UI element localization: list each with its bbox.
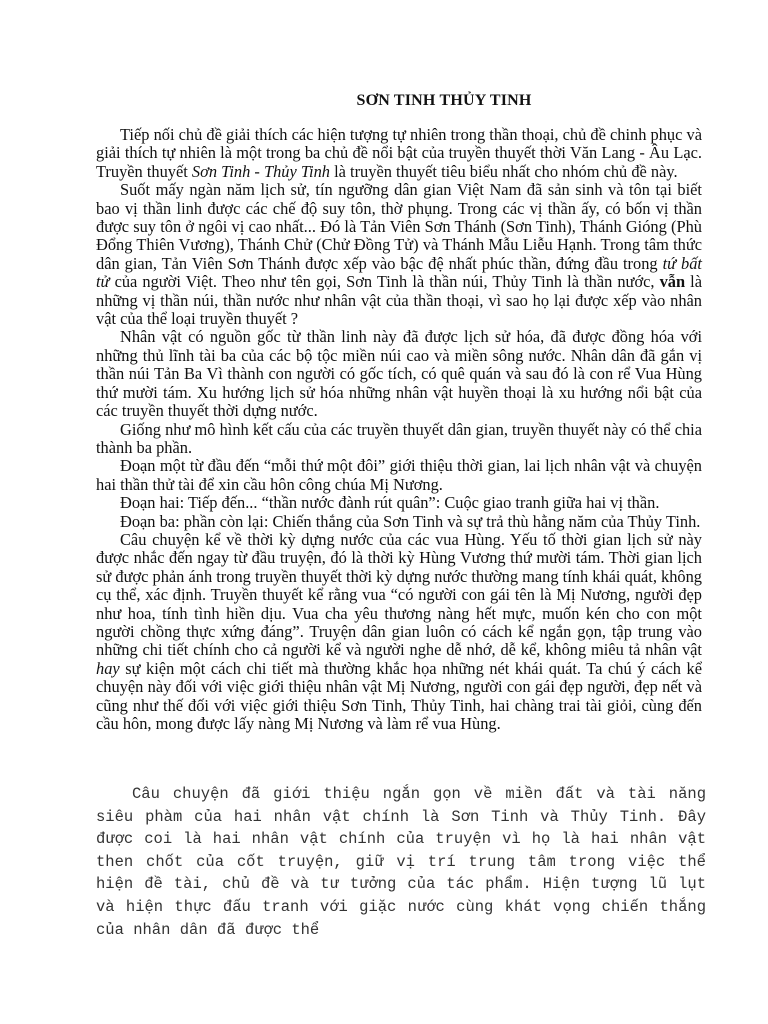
text-run: Nhân vật có nguồn gốc từ thần linh này đã được lịch sử hóa, đã được đồng hóa với những thủ lĩnh tài ba của các bộ tộc miền núi cao và miền sông nước. Nhân dân đã gắn vị thần núi Tản Ba Vì thành con người có gốc tích, có quê quán và sau đó là con rể Vua Hùng thứ mười tám. Xu hướng lịch sử hóa những nhân vật huyền thoại là xu hướng nổi bật của các truyền thuyết thời dựng nước. (96, 327, 702, 421)
paragraph (96, 457, 702, 494)
document-body-monospace (96, 783, 706, 941)
italic-text: tứ bất tử (96, 253, 702, 292)
document-title: SƠN TINH THỦY TINH (356, 92, 532, 109)
paragraph (96, 531, 702, 733)
text-run: của người Việt. Theo như tên gọi, Sơn Tinh là thần núi, Thủy Tinh là thần nước, (109, 272, 660, 292)
paragraph: Câu chuyện đã giới thiệu ngắn gọn về miền đất và tài năng siêu phàm của hai nhân vật chính là Sơn Tinh và Thủy Tinh. Đây được coi là hai nhân vật chính của truyện vì họ là hai nhân vật then chốt của cốt truyện, giữ vị trí trung tâm trong việc thể hiện đề tài, chủ đề và tư tưởng của tác phẩm. Hiện tượng lũ lụt và hiện thực đấu tranh với giặc nước cùng khát vọng chiến thắng của nhân dân đã được thể (96, 785, 706, 939)
text-run: Tiếp nối chủ đề giải thích các hiện tượng tự nhiên trong thần thoại, chủ đề chinh phục và giải thích tự nhiên là một trong ba chủ đề nổi bật của truyền thuyết thời Văn Lang - Âu Lạc. Truyền thuyết (96, 125, 702, 181)
text-run: là truyền thuyết tiêu biểu nhất cho nhóm chủ đề này. (330, 161, 678, 181)
text-run: Giống như mô hình kết cấu của các truyền thuyết dân gian, truyền thuyết này có thể chia thành ba phần. (96, 419, 702, 457)
bold-text: vẫn (659, 272, 686, 292)
text-run: Đoạn hai: Tiếp đến... “thần nước đành rút quân”: Cuộc giao tranh giữa hai vị thần. (120, 493, 660, 513)
text-run: Đoạn ba: phần còn lại: Chiến thắng của Sơn Tinh và sự trả thù hằng năm của Thủy Tinh. (120, 511, 701, 531)
paragraph (96, 126, 702, 181)
text-run: Đoạn một từ đầu đến “mỗi thứ một đôi” giới thiệu thời gian, lai lịch nhân vật và chuyện hai thần thử tài để xin cầu hôn công chúa Mị Nương. (96, 456, 702, 494)
italic-text: hay (96, 658, 120, 678)
paragraph (96, 494, 702, 512)
paragraph (96, 181, 702, 328)
document-body (96, 126, 702, 733)
text-run: là những vị thần núi, thần nước như nhân vật của thần thoại, vì sao họ lại được xếp vào nhân vật của thể loại truyền thuyết ? (96, 272, 702, 329)
paragraph (96, 328, 702, 420)
italic-text: Sơn Tinh - Thủy Tinh (191, 161, 331, 181)
text-run: Câu chuyện kể về thời kỳ dựng nước của các vua Hùng. Yếu tố thời gian lịch sử này được nhắc đến ngay từ đầu truyện, đó là thời kỳ Hùng Vương thứ mười tám. Thời gian lịch sử được phản ánh trong truyền thuyết thời kỳ dựng nước thường mang tính khái quát, không cụ thể, xác định. Truyền thuyết kể rằng vua “có người con gái tên là Mị Nương, người đẹp như hoa, tính tình hiền dịu. Vua cha yêu thương nàng hết mực, muốn kén cho con một người chồng thực xứng đáng”. Truyện dân gian luôn có cách kể ngắn gọn, tập trung vào những chi tiết chính cho cả người kể và người nghe dễ nhớ, dễ kể, không miêu tả nhân vật (96, 529, 702, 660)
paragraph (96, 421, 702, 458)
paragraph (96, 513, 702, 531)
text-run: sự kiện một cách chi tiết mà thường khắc họa những nét khái quát. Ta chú ý cách kể chuyện này đối với việc giới thiệu nhân vật Mị Nương, người con gái đẹp người, đẹp nết và cũng như thế đối với việc giới thiệu Sơn Tinh, Thủy Tinh, hai chàng trai tài giỏi, cùng đến cầu hôn, mong được lấy nàng Mị Nương và làm rể vua Hùng. (96, 658, 702, 733)
text-run: Suốt mấy ngàn năm lịch sử, tín ngưỡng dân gian Việt Nam đã sản sinh và tôn tại biết bao vị thần linh được các chế độ suy tôn, thờ phụng. Trong các vị thần ấy, có bốn vị thần được suy tôn ở ngôi vị cao nhất... Đó là Tản Viên Sơn Thánh (Sơn Tinh), Thánh Gióng (Phù Đổng Thiên Vương), Thánh Chử (Chử Đồng Tử) và Thánh Mẫu Liễu Hạnh. Trong tâm thức dân gian, Tản Viên Sơn Thánh được xếp vào bậc đệ nhất phúc thần, đứng đầu trong (96, 180, 702, 273)
